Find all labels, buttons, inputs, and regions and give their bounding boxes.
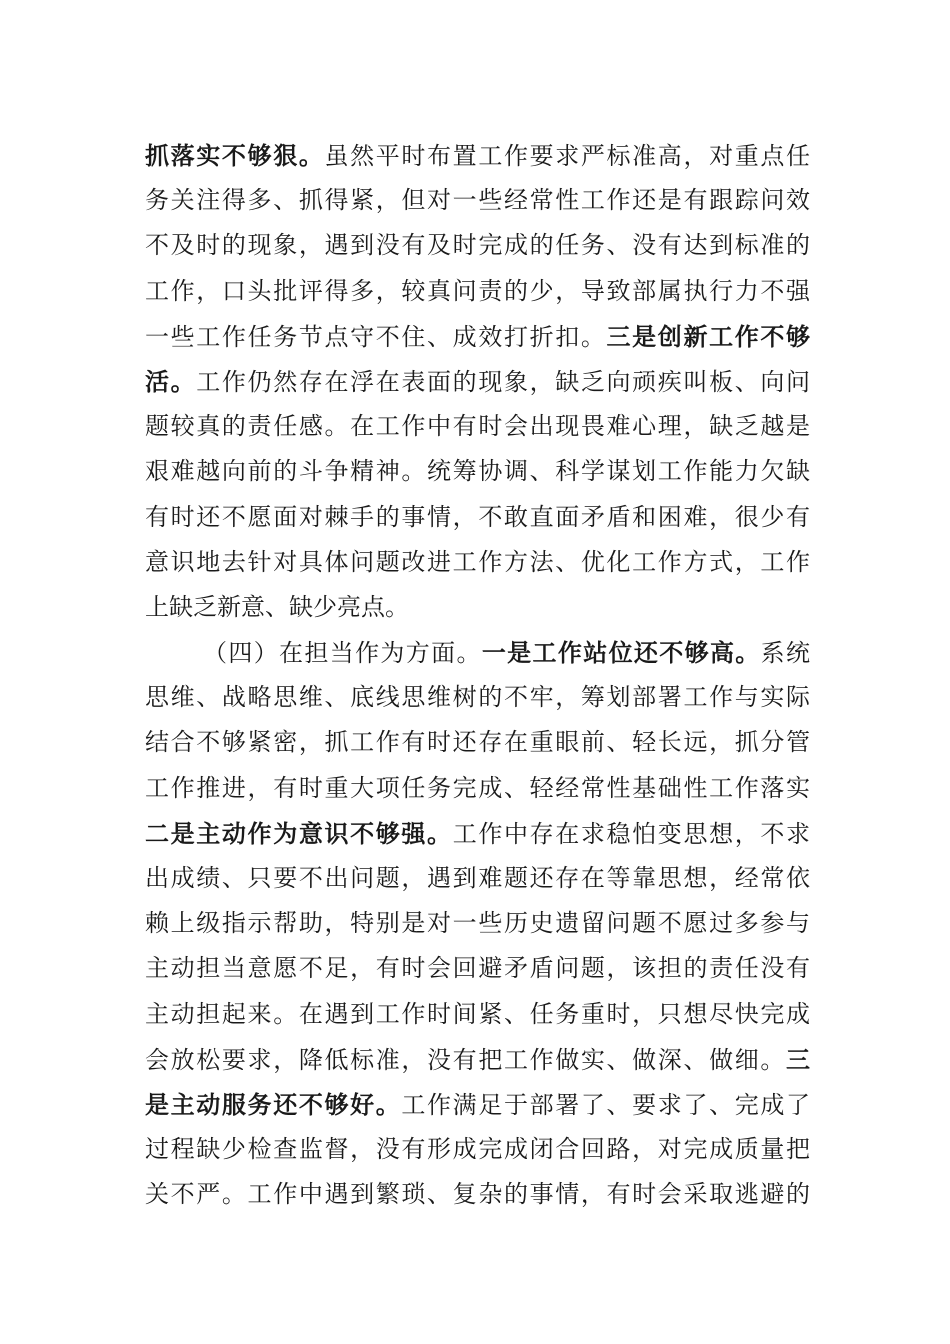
- text-line: 工作推进，有时重大项任务完成、轻经常性基础性工作落实: [145, 773, 810, 802]
- text-line: 有时还不愿面对棘手的事情，不敢直面矛盾和困难，很少有: [145, 502, 810, 531]
- text-line: 题较真的责任感。在工作中有时会出现畏难心理，缺乏越是: [145, 412, 810, 441]
- text-line: 主动担起来。在遇到工作时间紧、任务重时，只想尽快完成: [145, 999, 810, 1028]
- text-line: 会放松要求，降低标准，没有把工作做实、做深、做细。三: [145, 1044, 810, 1074]
- text-line: 赖上级指示帮助，特别是对一些历史遗留问题不愿过多参与: [145, 909, 810, 938]
- text-line: 务关注得多、抓得紧，但对一些经常性工作还是有跟踪问效: [145, 186, 810, 215]
- text-line: 意识地去针对具体问题改进工作方法、优化工作方式，工作: [145, 547, 810, 576]
- text-line: 活。工作仍然存在浮在表面的现象，缺乏向顽疾叫板、向问: [145, 366, 810, 396]
- text-line: 思维、战略思维、底线思维树的不牢，筹划部署工作与实际: [145, 683, 810, 712]
- text-line: 结合不够紧密，抓工作有时还存在重眼前、轻长远，抓分管: [145, 728, 810, 757]
- text-line: 关不严。工作中遇到繁琐、复杂的事情，有时会采取逃避的: [145, 1180, 810, 1209]
- text-line: 一些工作任务节点守不住、成效打折扣。三是创新工作不够: [145, 321, 811, 351]
- text-line: 不及时的现象，遇到没有及时完成的任务、没有达到标准的: [145, 231, 810, 260]
- section-heading-line: （四）在担当作为方面。一是工作站位还不够高。系统: [203, 638, 811, 668]
- text-line: 抓落实不够狠。虽然平时布置工作要求严标准高，对重点任: [145, 141, 811, 170]
- text-line: 主动担当意愿不足，有时会回避矛盾问题，该担的责任没有: [145, 954, 810, 983]
- text-line: 出成绩、只要不出问题，遇到难题还存在等靠思想，经常依: [145, 864, 810, 892]
- text-line: 工作，口头批评得多，较真问责的少，导致部属执行力不强: [145, 276, 810, 305]
- text-line: 是主动服务还不够好。工作满足于部署了、要求了、完成了: [145, 1089, 811, 1119]
- text-line: 过程缺少检查监督，没有形成完成闭合回路，对完成质量把: [145, 1135, 810, 1164]
- text-line: 二是主动作为意识不够强。工作中存在求稳怕变思想，不求: [145, 818, 811, 848]
- body-text: [145, 133, 810, 1218]
- text-line: 艰难越向前的斗争精神。统筹协调、科学谋划工作能力欠缺: [145, 457, 810, 486]
- text-line: 上缺乏新意、缺少亮点。: [145, 592, 409, 621]
